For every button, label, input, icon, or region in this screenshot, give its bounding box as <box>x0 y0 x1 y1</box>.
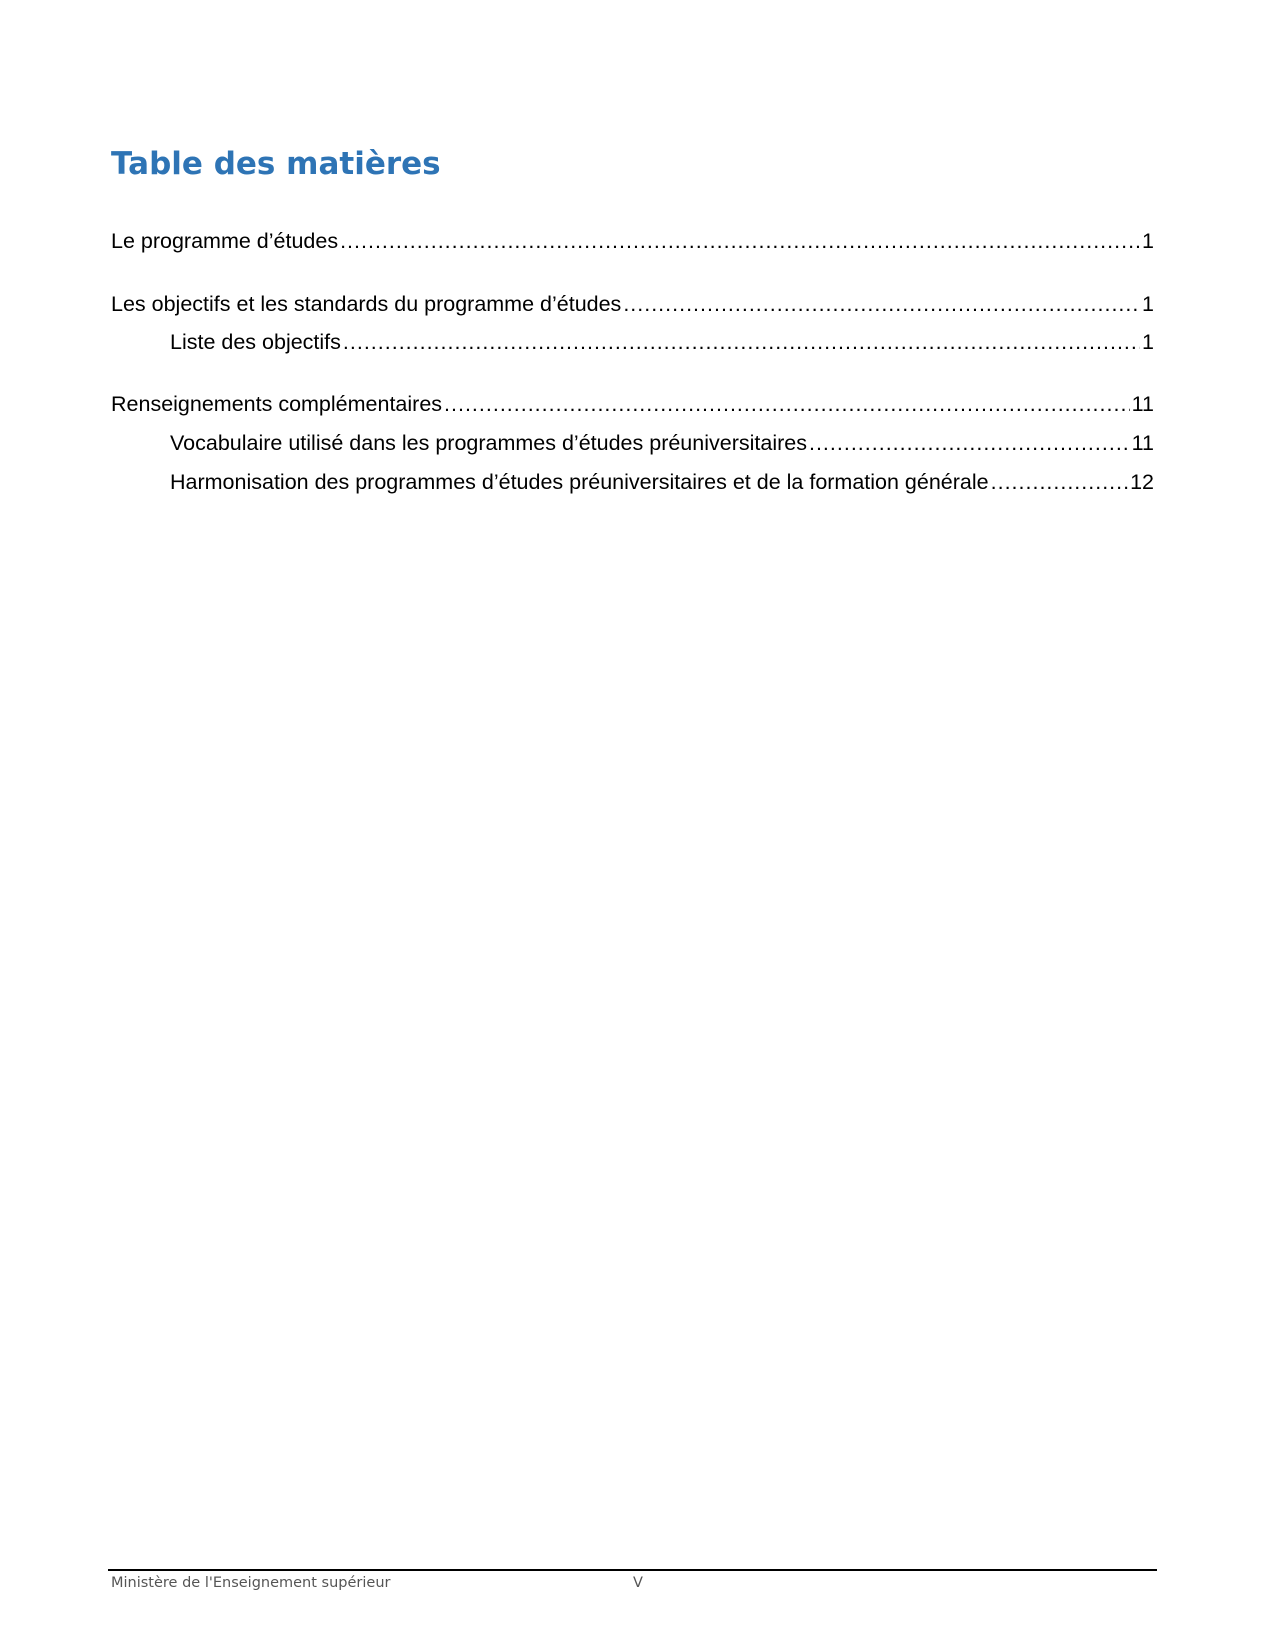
toc-entry-page-number: 1 <box>1142 229 1154 253</box>
dot-leader <box>623 289 1140 319</box>
toc-entry-page-number: 1 <box>1142 330 1154 354</box>
toc-entry-label: Liste des objectifs <box>170 330 341 354</box>
toc-entry-label: Renseignements complémentaires <box>111 392 443 416</box>
toc-entry-page-number: 11 <box>1131 392 1154 416</box>
toc-entry-page-number: 12 <box>1130 470 1154 494</box>
toc-entry-liste-objectifs[interactable] <box>170 327 1154 357</box>
toc-entry-label: Vocabulaire utilisé dans les programmes d’études préuniversitaires <box>170 431 807 455</box>
toc-entry-renseignements[interactable] <box>111 389 1154 419</box>
footer-page-number: V <box>633 1575 643 1591</box>
toc-entry-harmonisation[interactable] <box>170 467 1154 497</box>
dot-leader <box>343 327 1140 357</box>
toc-title: Table des matières <box>111 146 441 182</box>
toc-entry-objectifs-standards[interactable] <box>111 289 1154 319</box>
dot-leader <box>340 226 1140 256</box>
footer-divider <box>108 1569 1157 1571</box>
toc-entry-page-number: 11 <box>1131 431 1154 455</box>
toc-entry-label: Harmonisation des programmes d’études préuniversitaires et de la formation générale <box>170 470 989 494</box>
toc-entry-label: Le programme d’études <box>111 229 339 253</box>
dot-leader <box>444 389 1130 419</box>
dot-leader <box>991 467 1128 497</box>
toc-entry-label: Les objectifs et les standards du programme d’études <box>111 292 622 316</box>
footer-organization: Ministère de l'Enseignement supérieur <box>111 1575 391 1591</box>
toc-entry-le-programme[interactable] <box>111 226 1154 256</box>
toc-entry-vocabulaire[interactable] <box>170 428 1154 458</box>
dot-leader <box>809 428 1130 458</box>
toc-entry-page-number: 1 <box>1142 292 1154 316</box>
